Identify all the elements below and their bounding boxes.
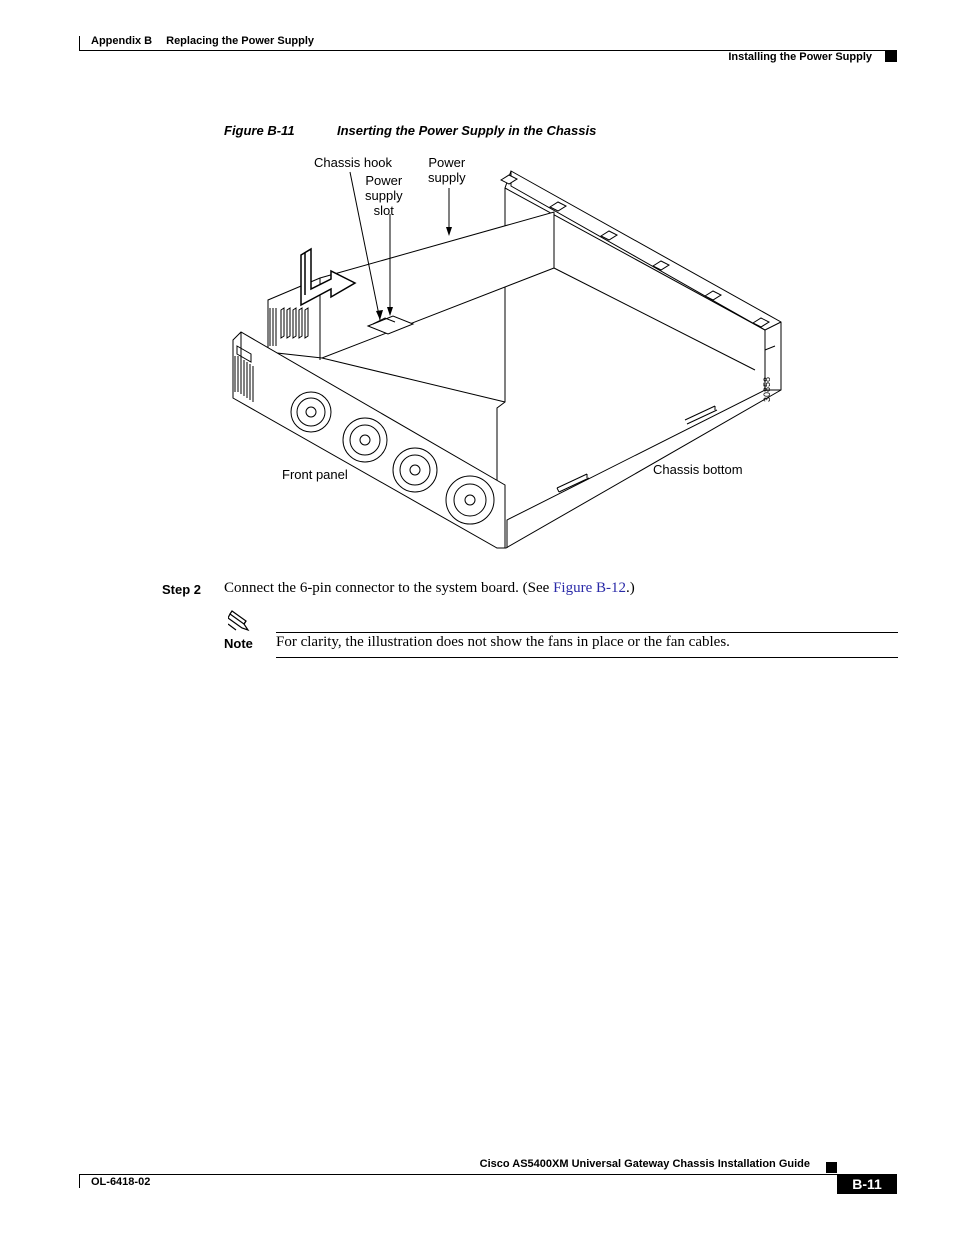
page-number: B-11	[837, 1174, 897, 1194]
step-text-before: Connect the 6-pin connector to the system board. (See	[224, 580, 554, 596]
callout-power-supply: Power supply	[428, 155, 466, 185]
step-label: Step 2	[162, 582, 202, 597]
callout-chassis-hook: Chassis hook	[314, 155, 393, 170]
note-text: For clarity, the illustration does not show the fans in place or the fan cables.	[276, 634, 730, 650]
header-marker	[885, 50, 897, 62]
appendix-label: Appendix B	[91, 35, 153, 47]
guide-title: Cisco AS5400XM Universal Gateway Chassis Installation Guide	[479, 1158, 810, 1170]
figure-illustration	[225, 150, 805, 560]
figure-caption	[224, 123, 596, 138]
figure-number: Figure B-11	[224, 123, 295, 138]
chassis-drawing	[225, 150, 805, 560]
running-header-left	[91, 35, 314, 47]
section-title: Installing the Power Supply	[728, 51, 872, 63]
note-pencil-icon	[228, 610, 252, 637]
note-rule-top	[276, 632, 898, 633]
callout-chassis-bottom: Chassis bottom	[653, 462, 743, 477]
footer-rule	[79, 1174, 837, 1175]
note-label: Note	[224, 636, 253, 651]
callout-front-panel: Front panel	[282, 467, 348, 482]
figure-title: Inserting the Power Supply in the Chassis	[337, 123, 597, 138]
chapter-title: Replacing the Power Supply	[166, 35, 315, 47]
note-rule-bottom	[276, 657, 898, 658]
art-id: 30858	[762, 376, 772, 402]
figure-xref-link[interactable]: Figure B-12	[553, 580, 626, 596]
header-left-bar	[79, 36, 80, 51]
doc-number: OL-6418-02	[91, 1176, 151, 1188]
callout-power-supply-slot: Power supply slot	[365, 173, 403, 218]
footer-marker	[826, 1162, 837, 1173]
step-text	[224, 580, 635, 597]
footer-left-bar	[79, 1174, 80, 1188]
step-text-after: .)	[626, 580, 635, 596]
